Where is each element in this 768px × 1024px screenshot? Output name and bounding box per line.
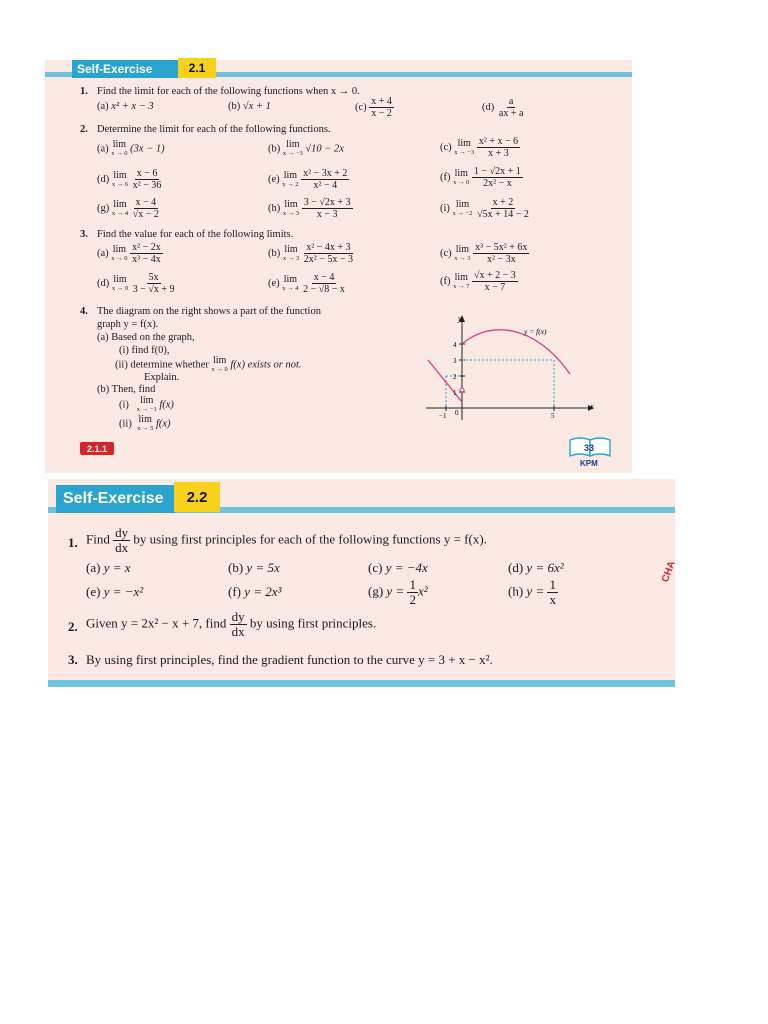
q3-text: By using first principles, find the gradient function to the curve y = 3 + x − x². — [86, 652, 493, 667]
numerator: x − 4 — [313, 272, 335, 283]
numerator: x − 6 — [136, 168, 158, 179]
q1-b — [228, 560, 280, 576]
curve-left — [428, 360, 462, 402]
limit — [111, 140, 127, 158]
q4-a-i: (i) find f(0), — [119, 345, 170, 356]
text: by using first principles. — [249, 615, 377, 631]
label: (g) — [97, 202, 110, 214]
fraction — [131, 168, 164, 191]
label: (c) — [368, 560, 383, 575]
limit — [112, 200, 128, 218]
q1-number: 1. — [80, 86, 88, 97]
label: (i) — [119, 399, 129, 411]
numerator: x² − 3x + 2 — [303, 168, 348, 179]
label: (a) — [97, 143, 109, 155]
lim-approach: x → −3 — [454, 148, 475, 156]
denominator: 3 − √x + 9 — [132, 284, 175, 295]
label: (a) — [97, 247, 109, 259]
numerator: √x + 2 − 3 — [474, 270, 516, 281]
denominator: 2x² − x — [483, 178, 512, 189]
numerator: x³ − 5x² + 6x — [475, 242, 528, 253]
q1-number: 1. — [68, 535, 78, 550]
lim-word: lim — [454, 167, 468, 179]
q2-b — [268, 140, 344, 158]
fraction — [497, 96, 526, 119]
q3-f — [440, 270, 518, 293]
lim-approach: x → 7 — [453, 282, 470, 290]
fraction — [131, 272, 177, 295]
lim-approach: x → 3 — [282, 254, 300, 262]
fraction — [301, 272, 347, 295]
q1-a — [86, 560, 131, 576]
fraction — [301, 168, 349, 191]
self-exercise-label: Self-Exercise — [72, 60, 181, 78]
q2-d — [97, 168, 163, 191]
label: (b) — [268, 247, 281, 259]
limit — [454, 139, 474, 157]
self-exercise-label: Self-Exercise — [56, 485, 175, 513]
label: (c) — [440, 141, 452, 153]
q1-a — [97, 101, 154, 113]
limit — [112, 275, 128, 293]
label: (h) — [268, 202, 281, 214]
q3-a — [97, 242, 163, 265]
lim-approach: x → 5 — [137, 425, 154, 432]
q3-number: 3. — [80, 229, 88, 240]
lim-approach: x → −1 — [136, 406, 157, 413]
expr: x² — [417, 583, 428, 599]
lim-word: lim — [283, 273, 298, 285]
text: by using first principles for each of the following functions y = f(x). — [133, 531, 487, 547]
numerator: x − 4 — [135, 197, 157, 208]
lim-word: lim — [113, 273, 127, 285]
limit — [453, 273, 469, 291]
lim-word: lim — [284, 243, 298, 255]
label: (b) — [228, 560, 244, 575]
limit — [283, 140, 303, 158]
denominator: x² − 3x — [486, 254, 516, 265]
q3-c — [440, 242, 529, 265]
limit — [454, 245, 470, 263]
expr: (3x − 1) — [130, 143, 165, 155]
x-axis-label: x — [590, 402, 594, 411]
denominator: x³ − 4x — [132, 254, 161, 265]
q4-b: (b) Then, find — [97, 384, 156, 395]
denominator: x − 3 — [316, 209, 338, 220]
limit — [112, 171, 128, 189]
numerator: a — [508, 96, 514, 107]
fraction — [302, 242, 355, 265]
numerator: dy — [231, 609, 245, 624]
denominator: x² − 4 — [313, 180, 338, 191]
fraction — [472, 270, 518, 293]
label: (e) — [86, 584, 101, 599]
lim-word: lim — [455, 243, 470, 255]
q1-e — [86, 584, 143, 600]
q1-f — [228, 584, 281, 600]
label: (c) — [440, 247, 452, 259]
y-tick-1: 1 — [453, 389, 457, 397]
expr: y = — [526, 583, 545, 599]
lim-word: lim — [212, 355, 227, 366]
q3-number: 3. — [68, 652, 78, 667]
label: (d) — [508, 560, 524, 575]
fraction — [369, 96, 394, 119]
q1-c — [368, 560, 428, 576]
fraction — [475, 197, 531, 220]
lim-approach: x → 3 — [454, 254, 471, 262]
q1-text — [86, 526, 487, 555]
lim-word: lim — [455, 198, 470, 210]
x-tick-minus1: −1 — [439, 412, 447, 420]
q2-i — [440, 197, 531, 220]
denominator: x − 2 — [371, 108, 392, 119]
limit — [283, 245, 299, 263]
numerator: 1 — [409, 577, 416, 592]
derivative — [113, 526, 130, 555]
denominator: 2x² − 5x − 3 — [303, 254, 354, 265]
q2-f — [440, 166, 523, 189]
limit — [111, 245, 127, 263]
q1-g — [368, 578, 428, 607]
publisher-label: KPM — [580, 459, 598, 468]
q1-b — [228, 101, 271, 113]
q4-b-i — [119, 396, 174, 414]
denominator: dx — [115, 540, 129, 555]
limit — [453, 169, 469, 187]
fraction — [302, 197, 353, 220]
expr: x² + x − 3 — [111, 101, 154, 112]
fraction — [547, 578, 558, 607]
numerator: x² − 4x + 3 — [306, 242, 351, 253]
text: f(x) exists or not. — [230, 359, 302, 371]
expr: y = 5x — [246, 560, 280, 575]
expr: f(x) — [155, 418, 171, 430]
q4-line1: The diagram on the right shows a part of the function — [97, 306, 321, 317]
y-tick-4: 4 — [453, 341, 457, 349]
label: (b) — [268, 143, 281, 155]
q2-g — [97, 197, 161, 220]
lim-approach: x → 2 — [282, 180, 299, 188]
lim-approach: x → −3 — [282, 150, 303, 157]
lim-word: lim — [284, 198, 298, 210]
lim-word: lim — [138, 414, 152, 425]
q1-d — [508, 560, 564, 576]
label: (e) — [268, 173, 280, 185]
denominator: √x − 2 — [132, 209, 159, 220]
lim-word: lim — [112, 139, 127, 150]
y-tick-3: 3 — [453, 357, 457, 365]
label: (a) — [86, 560, 101, 575]
denominator: dx — [231, 624, 245, 639]
q3-text: Find the value for each of the following limits. — [97, 229, 294, 240]
curve-label: y = f(x) — [524, 327, 547, 336]
y-axis-label: y — [458, 314, 462, 323]
q4-a-ii-explain: Explain. — [144, 372, 180, 383]
expr: y = x — [103, 560, 131, 575]
denominator: 2 — [409, 592, 416, 607]
lim-approach: x → 0 — [211, 366, 228, 373]
q3-b — [268, 242, 355, 265]
fraction — [473, 242, 529, 265]
lim-word: lim — [112, 243, 127, 255]
numerator: x + 4 — [371, 96, 392, 107]
label: (c) — [355, 101, 367, 113]
label: (d) — [97, 173, 110, 185]
numerator: x + 2 — [492, 197, 514, 208]
numerator: 1 − √2x + 1 — [474, 166, 521, 177]
denominator: x − 7 — [484, 282, 506, 293]
numerator: x² + x − 6 — [478, 136, 519, 147]
q2-e — [268, 168, 349, 191]
label: (h) — [508, 583, 524, 599]
numerator: 1 — [549, 577, 556, 592]
q3-d — [97, 272, 177, 295]
expr: y = 2x³ — [244, 584, 282, 599]
q3-e — [268, 272, 347, 295]
lim-approach: x → 0 — [111, 150, 128, 157]
label: (b) — [228, 101, 241, 112]
denominator: x² − 36 — [132, 180, 162, 191]
text: Given y = 2x² − x + 7, find — [86, 615, 227, 631]
fraction — [130, 242, 163, 265]
denominator: x — [549, 592, 556, 607]
chapter-side-tab: CHA — [660, 559, 678, 584]
lim-word: lim — [140, 395, 154, 406]
label: (d) — [97, 277, 110, 289]
x-tick-5: 5 — [551, 412, 555, 420]
footer-bar-2-2 — [48, 680, 675, 687]
label: (ii) — [119, 418, 132, 430]
open-point — [460, 388, 464, 392]
lim-approach: x → 6 — [111, 180, 129, 188]
lim-approach: x → 4 — [111, 209, 129, 217]
q1-c — [355, 96, 394, 119]
expr: y = 6x² — [526, 560, 564, 575]
x-tick-0: 0 — [455, 409, 459, 417]
lim-approach: x → 4 — [282, 284, 299, 292]
q4-a-ii — [115, 356, 302, 374]
q4-line2: graph y = f(x). — [97, 319, 159, 330]
numerator: dy — [115, 525, 129, 540]
expr: y = −x² — [103, 584, 144, 599]
curve-right — [462, 330, 570, 374]
q4-number: 4. — [80, 306, 88, 317]
lim-approach: x → 0 — [111, 254, 128, 262]
fraction — [131, 197, 161, 220]
lim-approach: x → −2 — [452, 209, 473, 217]
lim-word: lim — [457, 137, 471, 149]
q1-d — [482, 96, 525, 119]
limit — [282, 275, 298, 293]
label: (g) — [368, 583, 384, 599]
label: (e) — [268, 277, 280, 289]
lim-approach: x → 0 — [111, 284, 129, 292]
numerator: 3 − √2x + 3 — [303, 197, 351, 208]
lim-word: lim — [113, 169, 127, 181]
fraction — [477, 136, 520, 159]
lim-word: lim — [113, 198, 127, 210]
q2-number: 2. — [80, 124, 88, 135]
learning-standard-tag: 2.1.1 — [80, 442, 114, 455]
text: (ii) determine whether — [115, 359, 209, 371]
expr: y = — [386, 583, 405, 599]
q2-text — [86, 610, 376, 639]
denominator: √5x + 14 − 2 — [477, 209, 529, 220]
expr: y = −4x — [385, 560, 428, 575]
label: (d) — [482, 101, 495, 113]
text: Find — [86, 531, 110, 547]
limit — [212, 356, 228, 374]
q2-text: Determine the limit for each of the following functions. — [97, 124, 331, 135]
q2-c — [440, 136, 520, 159]
limit — [453, 200, 473, 218]
limit — [282, 171, 298, 189]
q2-a — [97, 140, 165, 158]
q4-b-ii — [119, 415, 171, 433]
book-icon — [566, 436, 616, 458]
expr: √x + 1 — [242, 101, 271, 112]
limit — [137, 415, 153, 433]
lim-word: lim — [454, 271, 468, 283]
derivative — [230, 610, 247, 639]
q1-h — [508, 578, 558, 607]
lim-word: lim — [283, 169, 298, 181]
expr: √10 − 2x — [305, 143, 344, 155]
numerator: 5x — [148, 272, 159, 283]
label: (a) — [97, 101, 109, 112]
limit — [137, 396, 157, 414]
q2-h — [268, 197, 353, 220]
lim-word: lim — [286, 139, 300, 150]
limit — [283, 200, 299, 218]
fraction — [472, 166, 523, 189]
numerator: x² − 2x — [132, 242, 161, 253]
label: (i) — [440, 202, 450, 214]
q4-a: (a) Based on the graph, — [97, 332, 195, 343]
fraction — [407, 578, 418, 607]
q1-text: Find the limit for each of the following functions when x → 0. — [97, 86, 360, 97]
self-exercise-number: 2.2 — [174, 482, 220, 512]
q2-number: 2. — [68, 619, 78, 634]
lim-approach: x → 3 — [282, 209, 300, 217]
lim-approach: x → 0 — [453, 178, 470, 186]
label: (f) — [440, 171, 451, 183]
expr: f(x) — [159, 399, 174, 411]
label: (f) — [440, 275, 451, 287]
self-exercise-number: 2.1 — [178, 58, 216, 78]
label: (f) — [228, 584, 241, 599]
denominator: ax + a — [498, 108, 524, 119]
denominator: x + 3 — [488, 148, 509, 159]
page-number: 33 — [584, 443, 595, 453]
function-graph — [420, 312, 600, 424]
denominator: 2 − √8 − x — [303, 284, 345, 295]
y-tick-2: 2 — [453, 373, 457, 381]
